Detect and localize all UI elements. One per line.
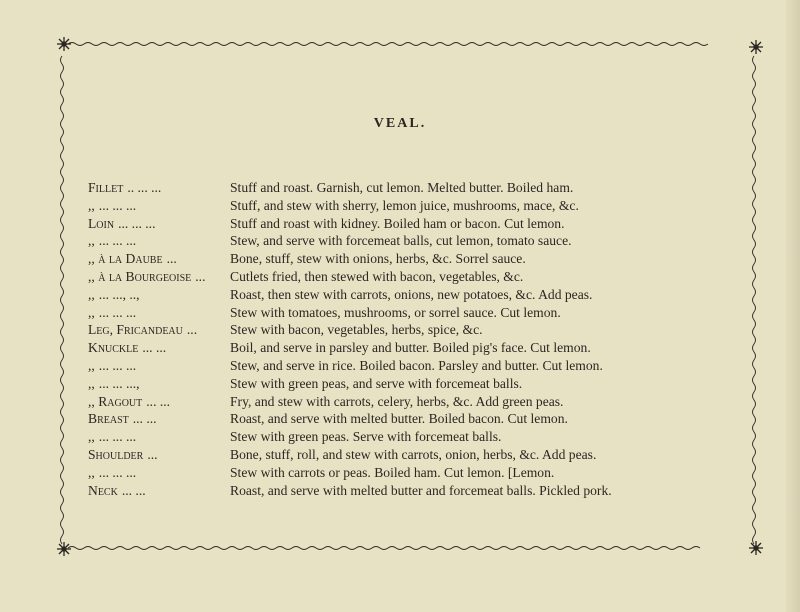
cut-name: Knuckle xyxy=(88,340,139,356)
corner-ornament-bottom-left xyxy=(57,542,71,556)
list-item xyxy=(88,375,768,393)
cut-name: ,, xyxy=(88,286,95,302)
cut-name: ,, xyxy=(88,357,95,373)
cut-label xyxy=(88,286,226,304)
cooking-instructions: Stew, and serve with forcemeat balls, cut lemon, tomato sauce. xyxy=(230,233,572,249)
dot-leader: ... ... ... xyxy=(98,464,137,480)
cut-label xyxy=(88,321,226,339)
cut-label xyxy=(88,410,226,428)
cut-name: Shoulder xyxy=(88,446,144,462)
list-item xyxy=(88,393,768,411)
dot-leader: ... ... ... xyxy=(98,304,137,320)
recipe-list xyxy=(88,179,768,499)
list-item xyxy=(88,321,768,339)
dot-leader: ... ... xyxy=(121,482,146,498)
cooking-instructions: Bone, stuff, roll, and stew with carrots, onion, herbs, &c. Add peas. xyxy=(230,446,597,462)
cooking-instructions: Stew, and serve in rice. Boiled bacon. Parsley and butter. Cut lemon. xyxy=(230,357,603,373)
cooking-instructions: Stew with green peas. Serve with forcemeat balls. xyxy=(230,429,502,445)
cut-name: Breast xyxy=(88,411,129,427)
cut-label xyxy=(88,482,226,500)
cut-name: Neck xyxy=(88,482,118,498)
dot-leader: ... ... ... xyxy=(98,429,137,445)
border-top-line xyxy=(68,43,708,46)
cooking-instructions: Roast, and serve with melted butter. Boiled bacon. Cut lemon. xyxy=(230,411,568,427)
cut-name: ,, xyxy=(88,464,95,480)
cut-label xyxy=(88,250,226,268)
cut-label xyxy=(88,375,226,393)
dot-leader: ... ... ... xyxy=(98,197,137,213)
dot-leader: ... xyxy=(186,322,198,338)
cut-label xyxy=(88,428,226,446)
list-item xyxy=(88,304,768,322)
cooking-instructions: Stew with carrots or peas. Boiled ham. Cut lemon. [Lemon. xyxy=(230,464,555,480)
dot-leader: ... ... xyxy=(142,340,167,356)
cooking-instructions: Stew with bacon, vegetables, herbs, spice, &c. xyxy=(230,322,483,338)
list-item xyxy=(88,482,768,500)
cut-label xyxy=(88,393,226,411)
cooking-instructions: Stuff and roast with kidney. Boiled ham or bacon. Cut lemon. xyxy=(230,215,565,231)
cut-name: ,, xyxy=(88,304,95,320)
cut-label xyxy=(88,446,226,464)
dot-leader: .. ... ... xyxy=(127,180,162,195)
cooking-instructions: Fry, and stew with carrots, celery, herbs, &c. Add green peas. xyxy=(230,393,564,409)
cooking-instructions: Roast, and serve with melted butter and forcemeat balls. Pickled pork. xyxy=(230,482,612,498)
cut-name: Fillet xyxy=(88,180,124,195)
cut-label xyxy=(88,357,226,375)
list-item xyxy=(88,286,768,304)
cut-name: Leg, Fricandeau xyxy=(88,322,183,338)
cut-label xyxy=(88,197,226,215)
list-item xyxy=(88,428,768,446)
list-item xyxy=(88,179,768,197)
cut-name: ,, à la Bourgeoise xyxy=(88,268,192,284)
dot-leader: ... xyxy=(166,251,177,267)
cut-label xyxy=(88,179,226,197)
cut-name: ,, xyxy=(88,429,95,445)
cooking-instructions: Bone, stuff, stew with onions, herbs, &c. Sorrel sauce. xyxy=(230,251,526,267)
list-item xyxy=(88,197,768,215)
list-item xyxy=(88,464,768,482)
cut-name: ,, Ragout xyxy=(88,393,143,409)
dot-leader: ... ... xyxy=(146,393,171,409)
corner-ornament-top-right xyxy=(749,40,763,54)
cooking-instructions: Stuff and roast. Garnish, cut lemon. Melted butter. Boiled ham. xyxy=(230,180,574,195)
cooking-instructions: Stew with green peas, and serve with forcemeat balls. xyxy=(230,375,523,391)
dot-leader: ... xyxy=(147,446,158,462)
dot-leader: ... xyxy=(195,268,206,284)
list-item xyxy=(88,215,768,233)
list-item xyxy=(88,410,768,428)
cut-name: ,, à la Daube xyxy=(88,251,163,267)
list-item xyxy=(88,250,768,268)
cut-name: ,, xyxy=(88,197,95,213)
cooking-instructions: Boil, and serve in parsley and butter. Boiled pig's face. Cut lemon. xyxy=(230,340,591,356)
list-item xyxy=(88,232,768,250)
dot-leader: ... ... ... xyxy=(118,215,156,231)
list-item xyxy=(88,339,768,357)
corner-ornament-bottom-right xyxy=(749,541,763,555)
list-item xyxy=(88,446,768,464)
cut-name: ,, xyxy=(88,375,95,391)
dot-leader: ... ... ..., xyxy=(98,375,140,391)
dot-leader: ... ... ... xyxy=(98,357,137,373)
cut-label xyxy=(88,215,226,233)
list-item xyxy=(88,268,768,286)
cut-label xyxy=(88,339,226,357)
cut-label xyxy=(88,304,226,322)
corner-ornament-top-left xyxy=(57,37,71,51)
cut-label xyxy=(88,464,226,482)
cut-label xyxy=(88,232,226,250)
cooking-instructions: Roast, then stew with carrots, onions, new potatoes, &c. Add peas. xyxy=(230,286,593,302)
cut-name: ,, xyxy=(88,233,95,249)
dot-leader: ... ..., .., xyxy=(98,286,140,302)
border-bottom-line xyxy=(68,547,700,550)
list-item xyxy=(88,357,768,375)
cooking-instructions: Stew with tomatoes, mushrooms, or sorrel sauce. Cut lemon. xyxy=(230,304,561,320)
cooking-instructions: Stuff, and stew with sherry, lemon juice, mushrooms, mace, &c. xyxy=(230,197,579,213)
dot-leader: ... ... xyxy=(132,411,157,427)
cooking-instructions: Cutlets fried, then stewed with bacon, vegetables, &c. xyxy=(230,268,524,284)
cut-name: Loin xyxy=(88,215,115,231)
cut-label xyxy=(88,268,226,286)
dot-leader: ... ... ... xyxy=(98,233,137,249)
page-title: VEAL. xyxy=(373,116,427,131)
